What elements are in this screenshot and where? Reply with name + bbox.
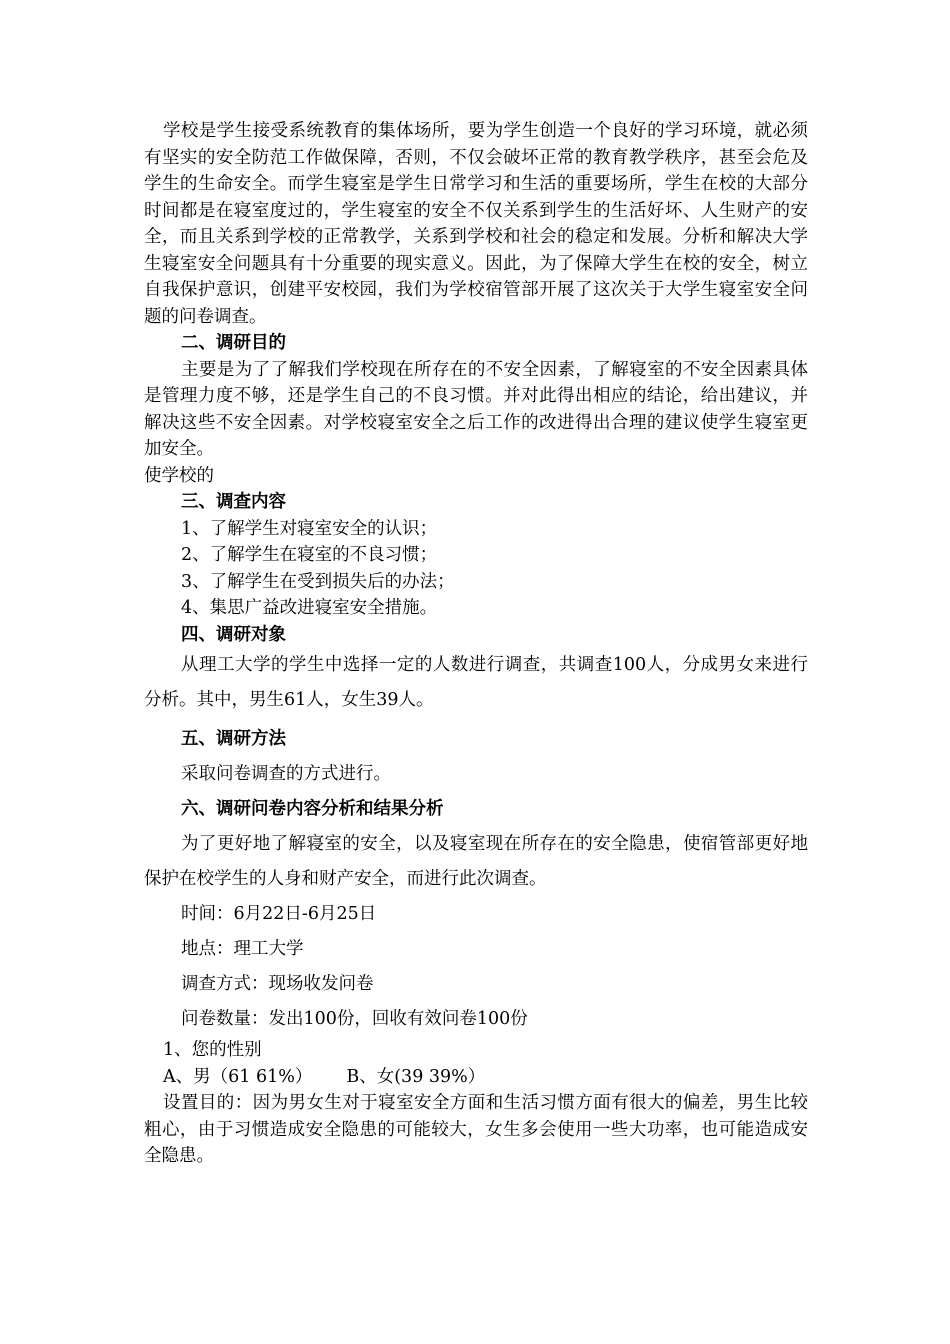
question-title: 1、您的性别 (163, 1040, 262, 1060)
survey-method: 调查方式：现场收发问卷 (181, 974, 374, 994)
content-item: 1、了解学生对寝室安全的认识； (181, 518, 438, 539)
document-page (144, 118, 808, 1170)
survey-count: 问卷数量：发出100份，回收有效问卷100份 (181, 1009, 528, 1029)
intro-paragraph: 学校是学生接受系统教育的集体场所，要为学生创造一个良好的学习环境，就必须有坚实的安全防范工作做保障，否则，不仅会破坏正常的教育教学秩序，甚至会危及学生的生命安全。而学生寝室是学生日常学习和生活的重要场所，学生在校的大部分时间都是在寝室度过的，学生寝室的安全不仅关系到学生的生活好坏、人生财产的安全，而且关系到学校的正常教学，关系到学校和社会的稳定和发展。分析和解决大学生寝室安全问题具有十分重要的现实意义。因此，为了保障大学生在校的安全，树立自我保护意识，创建平安校园，我们为学校宿管部开展了这次关于大学生寝室安全问题的问卷调查。 (144, 121, 808, 327)
option-b: B、女(39 39%） (346, 1066, 486, 1087)
analysis-paragraph: 为了更好地了解寝室的安全，以及寝室现在所存在的安全隐患，使宿管部更好地保护在校学生的人身和财产安全，而进行此次调查。 (144, 834, 808, 889)
option-a: A、男（61 61%） (163, 1066, 313, 1087)
subjects-paragraph: 从理工大学的学生中选择一定的人数进行调查，共调查100人，分成男女来进行分析。其中，男生61人，女生39人。 (144, 655, 808, 710)
content-item: 4、集思广益改进寝室安全措施。 (181, 598, 438, 618)
method-paragraph: 采取问卷调查的方式进行。 (181, 764, 391, 784)
purpose-paragraph: 主要是为了了解我们学校现在所存在的不安全因素，了解寝室的不安全因素具体是管理力度不够，还是学生自己的不良习惯。并对此得出相应的结论，给出建议，并解决这些不安全因素。对学校寝室安全之后工作的改进得出合理的建议使学生寝室更加安全。 (144, 359, 808, 459)
fragment-line: 使学校的 (144, 465, 214, 486)
section-heading-purpose: 二、调研目的 (181, 333, 286, 353)
content-item: 2、了解学生在寝室的不良习惯； (181, 545, 438, 565)
content-item: 3、了解学生在受到损失后的办法； (181, 571, 455, 592)
question-options (144, 1064, 808, 1091)
section-heading-method: 五、调研方法 (181, 729, 286, 749)
section-heading-subjects: 四、调研对象 (181, 624, 286, 645)
question-purpose: 设置目的：因为男女生对于寝室安全方面和生活习惯方面有很大的偏差，男生比较粗心，由于习惯造成安全隐患的可能较大，女生多会使用一些大功率，也可能造成安全隐患。 (144, 1093, 808, 1166)
section-heading-content: 三、调查内容 (181, 492, 286, 512)
survey-time: 时间：6月22日-6月25日 (181, 904, 377, 924)
survey-place: 地点：理工大学 (181, 939, 304, 959)
section-heading-analysis: 六、调研问卷内容分析和结果分析 (181, 799, 444, 819)
